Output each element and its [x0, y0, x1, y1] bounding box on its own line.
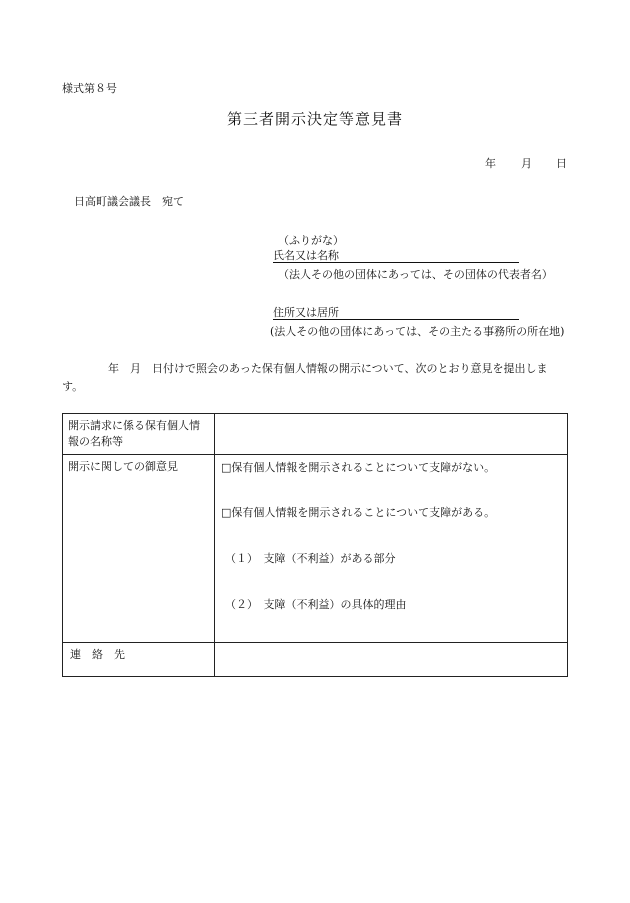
item-name-label: 開示請求に係る保有個人情報の名称等: [63, 414, 215, 455]
document-title: 第三者開示決定等意見書: [226, 110, 403, 128]
table-row: [63, 643, 568, 677]
name-field[interactable]: [273, 247, 519, 263]
item-name-cell[interactable]: [215, 414, 568, 455]
problem-reason-item: （２） 支障（不利益）の具体的理由: [225, 598, 407, 611]
body-text: 年 月 日付けで照会のあった保有個人情報の開示について、次のとおり意見を提出します。: [62, 362, 548, 393]
addressee: 日高町議会議長 宛て: [74, 195, 184, 208]
date-year-label: 年: [485, 157, 496, 170]
contact-label: 連 絡 先: [63, 643, 215, 677]
name-label: 氏名又は名称: [273, 249, 339, 262]
contact-cell[interactable]: [215, 643, 568, 677]
form-number: 様式第８号: [62, 82, 117, 95]
furigana-label: （ふりがな）: [278, 234, 344, 247]
address-field[interactable]: [273, 304, 519, 320]
table-row: [63, 414, 568, 455]
option-no-problem[interactable]: □保有個人情報を開示されることについて支障がない。: [221, 461, 496, 474]
problem-part-item: （１） 支障（不利益）がある部分: [225, 552, 396, 565]
opinion-label: 開示に関しての御意見: [63, 455, 215, 643]
address-note: (法人その他の団体にあっては、その主たる事務所の所在地): [270, 325, 565, 338]
opinion-table: [62, 413, 568, 677]
opinion-cell[interactable]: [215, 455, 568, 643]
date-month-label: 月: [521, 157, 532, 170]
date-day-label: 日: [556, 157, 567, 170]
table-row: [63, 455, 568, 643]
option-problem[interactable]: □保有個人情報を開示されることについて支障がある。: [221, 506, 496, 519]
name-note: （法人その他の団体にあっては、その団体の代表者名）: [278, 268, 553, 281]
address-label: 住所又は居所: [273, 306, 339, 319]
